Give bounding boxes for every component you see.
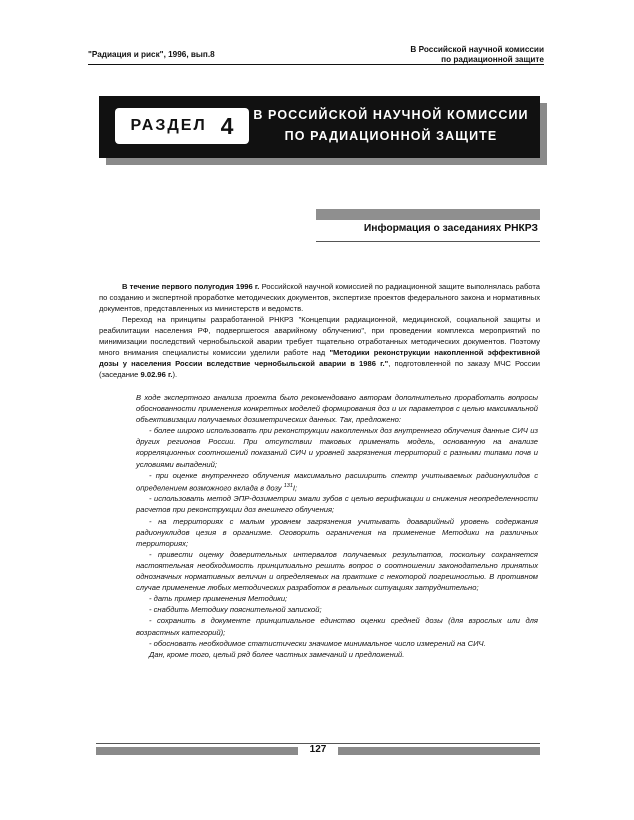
running-header-right-line1: В Российской научной комиссии (410, 45, 544, 54)
banner-title-line2: ПО РАДИАЦИОННОЙ ЗАЩИТЕ (284, 129, 498, 143)
recommendation-item: - обосновать необходимое статистически значимое минимальное число измерений на СИЧ. (149, 638, 486, 648)
recommendations-block (136, 392, 538, 660)
paragraph-2-text: Переход на принципы разработанной РНКРЗ "Концепции радиационной, медицинской, социальной защиты и реабилитации населения РФ, подвергшегося аварийному облучению", при проведении комплекса мероприятий по минимизации последствий чернобыльской аварии требует тщательно отработанных методических документов. Поэтому много внимания специалисты комиссии уделили работе над (99, 315, 540, 357)
heading-top-bar (316, 209, 540, 220)
article-body (99, 281, 540, 380)
recommendation-item: - использовать метод ЭПР-дозиметрии эмали зубов с целью верификации и снижения неопределенности расчетов при реконструкции доз внешнего облучения; (136, 494, 538, 515)
recommendation-item: - дать пример применения Методики; (149, 594, 288, 604)
heading-bottom-rule (316, 241, 540, 242)
banner-title (250, 105, 532, 147)
running-header-right-line2: по радиационной защите (441, 55, 544, 64)
paragraph-1 (99, 281, 540, 314)
paragraph-2-end: ). (172, 370, 178, 379)
recommendation-item-text: - при оценке внутреннего облучения максимально расширить спектр учитываемых радионуклидов с определением возможного вклада в дозу (136, 470, 538, 493)
section-label: РАЗДЕЛ (130, 117, 207, 134)
paragraph-2-date: 9.02.96 г. (140, 370, 173, 379)
section-label-box (115, 108, 249, 144)
paragraph-2-text-cont: , подготовленной по заказу МЧС России (заседание (99, 359, 540, 379)
header-rule (88, 64, 544, 65)
quote-closing: Дан, кроме того, целый ряд более частных замечаний и предложений. (149, 649, 405, 659)
article-heading: Информация о заседаниях РНКРЗ (363, 223, 538, 234)
page-number: 127 (309, 744, 327, 755)
recommendation-item: - более широко использовать при реконструкции накопленных доз внутреннего облучения данные СИЧ из других регионов России. При отсутствии таковых применять модель, основанную на анализе корреляционных соотношений показаний СИЧ и уровней загрязнения территорий с разными типами почв и условиями выпадений; (136, 426, 538, 469)
recommendation-item: - на территориях с малым уровнем загрязнения учитывать доаварийный уровень содержания радионуклидов цезия в организме. Оговорить ограничения на применение Методики на различных территориях; (136, 516, 538, 548)
running-header-left: "Радиация и риск", 1996, вып.8 (88, 50, 215, 59)
recommendation-item: - привести оценку доверительных интервалов получаемых результатов, поскольку сохраняется настоятельная необходимость принципиально решить вопрос о соотношении законодательно принятых однозначных нормативных величин и определяемых на практике с некоторой погрешностью. В противном случае применение любых методических разработок в реальных ситуациях затруднительно; (136, 549, 538, 593)
recommendation-item-end: I; (292, 483, 298, 493)
running-header-right (410, 45, 544, 65)
isotope-mass-number: 131 (283, 482, 293, 489)
paragraph-1-text: Российской научной комиссией по радиационной защите выполнялась работа по созданию и экспертной проработке методических документов, экспертизе проектов федерального закона и нормативных документов, представленных из министерств и ведомств. (99, 282, 540, 313)
section-number: 4 (220, 112, 234, 139)
banner-title-line1: В РОССИЙСКОЙ НАУЧНОЙ КОМИССИИ (253, 108, 529, 122)
quote-intro: В ходе экспертного анализа проекта было рекомендовано авторам дополнительно проработать вопросы обоснованности применения конкретных моделей формирования доз и их параметров с целью максимальной объективизации получаемых дозиметрических данных. Так, предложено: (136, 393, 538, 425)
paragraph-1-lead: В течение первого полугодия 1996 г. (122, 282, 260, 291)
paragraph-2 (99, 314, 540, 380)
paragraph-2-document-title: "Методики реконструкции накопленной эффективной дозы у населения России вследствие чернобыльской аварии в 1986 г." (99, 348, 541, 368)
footer-bar-left (96, 747, 298, 755)
footer-bar-right (338, 747, 540, 755)
recommendation-item: - сохранить в документе принципиальное единство оценки средней дозы (для взрослых или для возрастных категорий); (136, 616, 538, 637)
recommendation-item: - снабдить Методику пояснительной запиской; (149, 605, 322, 615)
recommendation-item (136, 470, 538, 494)
